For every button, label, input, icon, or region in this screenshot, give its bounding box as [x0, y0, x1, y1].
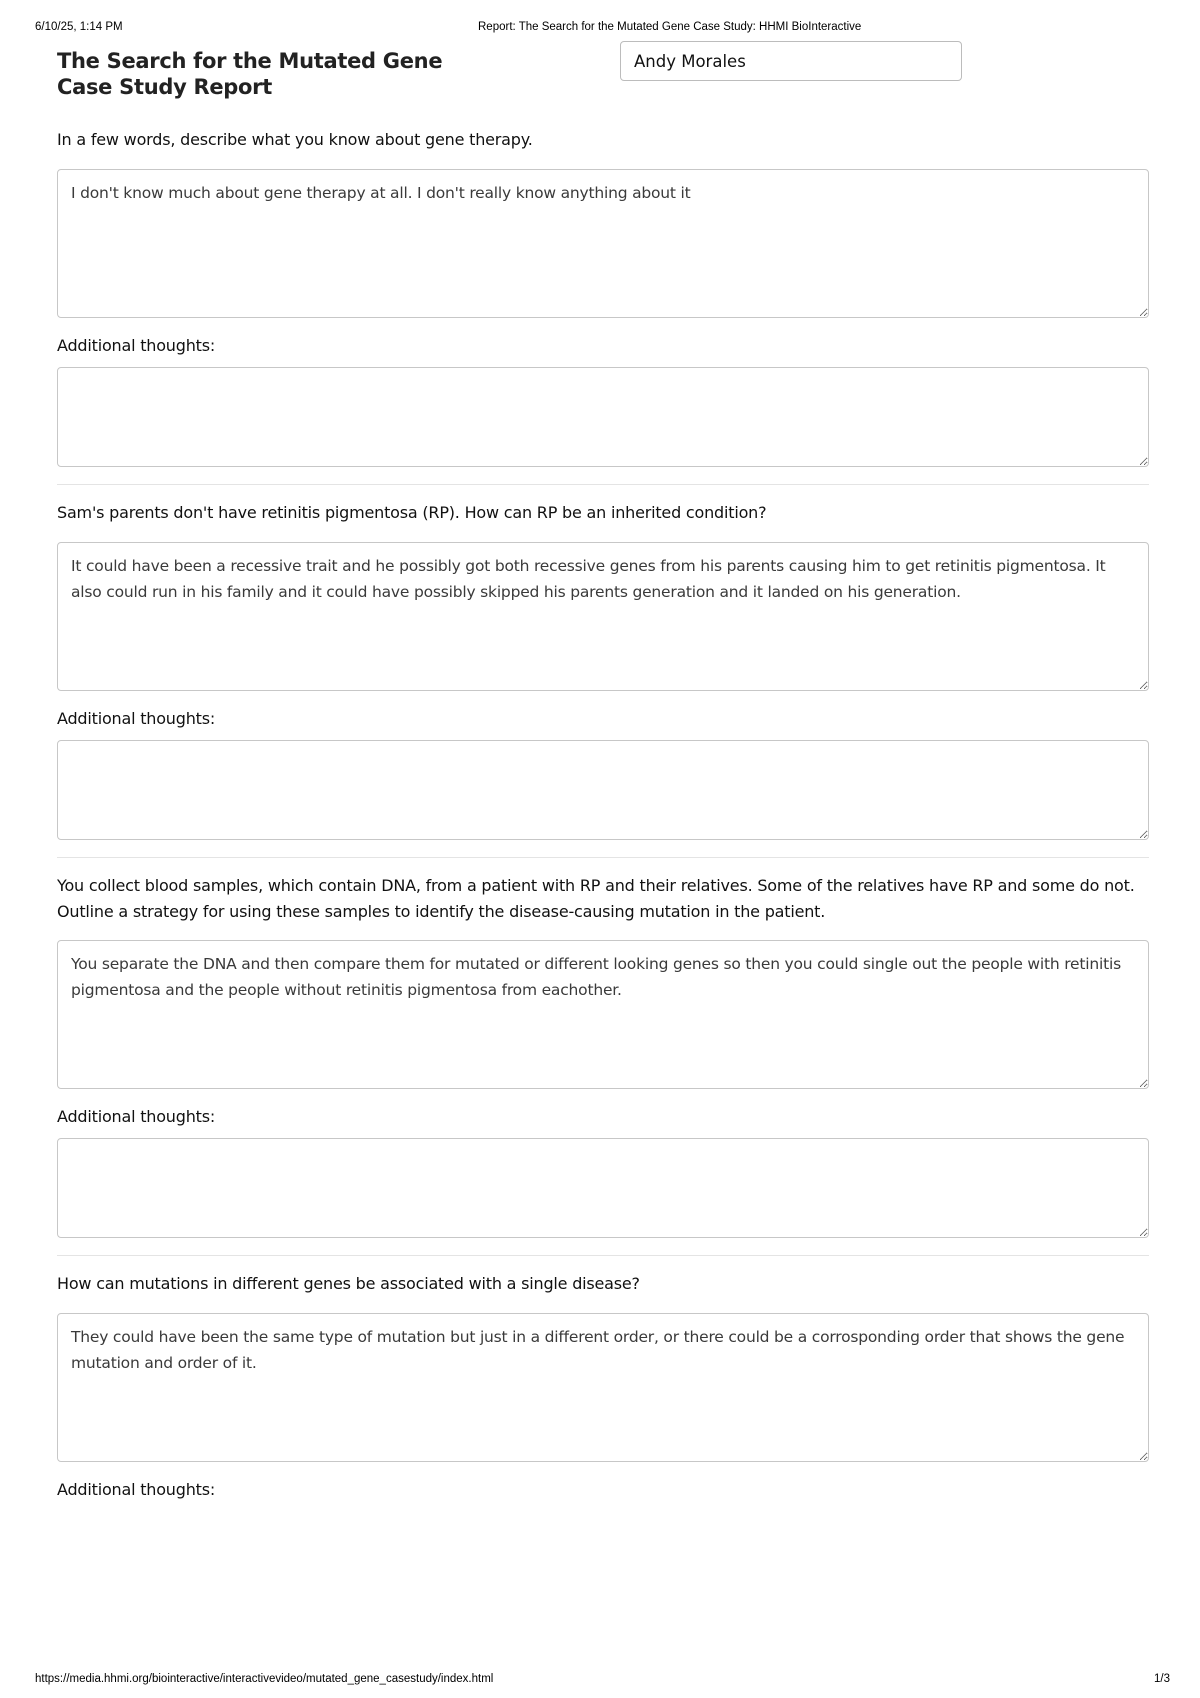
- additional-thoughts-label-2: Additional thoughts:: [57, 709, 216, 728]
- answer-4-field[interactable]: [57, 1313, 1149, 1462]
- additional-thoughts-3-field[interactable]: [57, 1138, 1149, 1238]
- student-name-field[interactable]: [620, 41, 962, 81]
- section-divider-3: [57, 1255, 1149, 1256]
- additional-thoughts-label-4: Additional thoughts:: [57, 1480, 216, 1499]
- print-page-number: 1/3: [1154, 1673, 1170, 1685]
- report-title-line2: Case Study Report: [57, 75, 272, 99]
- print-header: [0, 21, 1200, 37]
- print-date: 6/10/25, 1:14 PM: [35, 21, 123, 33]
- print-footer: [0, 1673, 1200, 1689]
- question-1: In a few words, describe what you know about gene therapy.: [57, 130, 533, 149]
- print-url: https://media.hhmi.org/biointeractive/interactivevideo/mutated_gene_casestudy/index.html: [35, 1673, 494, 1685]
- question-2: Sam's parents don't have retinitis pigmentosa (RP). How can RP be an inherited condition?: [57, 503, 767, 522]
- answer-2-field[interactable]: [57, 542, 1149, 691]
- additional-thoughts-1-field[interactable]: [57, 367, 1149, 467]
- additional-thoughts-label-3: Additional thoughts:: [57, 1107, 216, 1126]
- question-3: You collect blood samples, which contain DNA, from a patient with RP and their relatives. Some of the relatives have RP and some do not. Outline a strategy for using these samples to identify the disease-causing mutation in the patient.: [57, 876, 1135, 921]
- answer-1-field[interactable]: [57, 169, 1149, 318]
- section-divider-2: [57, 857, 1149, 858]
- report-title-line1: The Search for the Mutated Gene: [57, 49, 443, 73]
- question-4: How can mutations in different genes be associated with a single disease?: [57, 1274, 640, 1293]
- section-divider-1: [57, 484, 1149, 485]
- report-title: [57, 48, 457, 100]
- additional-thoughts-label-1: Additional thoughts:: [57, 336, 216, 355]
- answer-3-field[interactable]: [57, 940, 1149, 1089]
- print-page-title: Report: The Search for the Mutated Gene Case Study: HHMI BioInteractive: [478, 21, 862, 33]
- additional-thoughts-2-field[interactable]: [57, 740, 1149, 840]
